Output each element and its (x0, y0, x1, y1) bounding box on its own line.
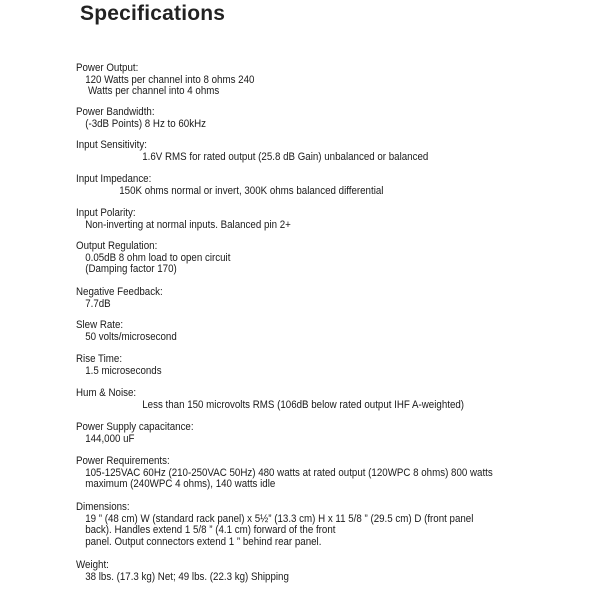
spec-label: Output Regulation: (76, 240, 158, 252)
page-title: Specifications (80, 2, 226, 25)
spec-value: 105-125VAC 60Hz (210-250VAC 50Hz) 480 watts at rated output (120WPC 8 ohms) 800 watts (85, 466, 493, 479)
spec-value: Non-inverting at normal inputs. Balanced pin 2+ (85, 218, 291, 231)
spec-label: Power Bandwidth: (76, 106, 155, 118)
spec-value: Less than 150 microvolts RMS (106dB below rated output IHF A-weighted) (142, 398, 465, 411)
spec-value: (-3dB Points) 8 Hz to 60kHz (85, 117, 206, 130)
spec-label: Negative Feedback: (76, 286, 163, 298)
spec-label: Weight: (76, 559, 109, 571)
spec-power-output (76, 63, 536, 98)
spec-dimensions (76, 502, 536, 548)
spec-value: 38 lbs. (17.3 kg) Net; 49 lbs. (22.3 kg) Shipping (85, 570, 289, 583)
spec-input-polarity (76, 208, 536, 231)
spec-weight (76, 560, 536, 583)
spec-label: Input Polarity: (76, 207, 136, 219)
spec-hum-noise (76, 388, 536, 411)
spec-value: 19 ” (48 cm) W (standard rack panel) x 5½” (13.3 cm) H x 11 5/8 ” (29.5 cm) D (front panel (85, 512, 474, 525)
spec-output-regulation (76, 241, 536, 276)
spec-label: Hum & Noise: (76, 387, 137, 399)
spec-value: 1.5 microseconds (85, 364, 162, 377)
spec-power-supply-capacitance (76, 422, 536, 445)
spec-value: back). Handles extend 1 5/8 ” (4.1 cm) forward of the front (85, 524, 336, 537)
spec-value: 150K ohms normal or invert, 300K ohms balanced differential (119, 184, 384, 197)
spec-label: Power Requirements: (76, 455, 170, 467)
spec-value: 0.05dB 8 ohm load to open circuit (85, 251, 231, 264)
spec-value: 144,000 uF (85, 432, 135, 445)
spec-slew-rate (76, 320, 536, 343)
spec-power-requirements (76, 456, 536, 491)
spec-value: panel. Output connectors extend 1 ” behind rear panel. (85, 535, 322, 548)
spec-label: Power Supply capacitance: (76, 421, 194, 433)
spec-label: Rise Time: (76, 353, 123, 365)
spec-input-impedance (76, 174, 536, 197)
spec-value: maximum (240WPC 4 ohms), 140 watts idle (85, 478, 276, 491)
spec-value: 1.6V RMS for rated output (25.8 dB Gain) unbalanced or balanced (142, 150, 429, 163)
spec-label: Input Impedance: (76, 173, 152, 185)
spec-label: Dimensions: (76, 501, 130, 513)
spec-value: 50 volts/microsecond (85, 330, 177, 343)
spec-label: Power Output: (76, 62, 139, 74)
spec-rise-time (76, 354, 536, 377)
spec-value: (Damping factor 170) (85, 263, 177, 276)
spec-value: Watts per channel into 4 ohms (87, 85, 220, 98)
spec-label: Input Sensitivity: (76, 139, 147, 151)
spec-power-bandwidth (76, 107, 536, 130)
spec-label: Slew Rate: (76, 319, 124, 331)
spec-input-sensitivity (76, 140, 536, 163)
spec-negative-feedback (76, 287, 536, 310)
spec-value: 7.7dB (85, 297, 111, 310)
spec-value: 120 Watts per channel into 8 ohms 240 (85, 73, 255, 86)
